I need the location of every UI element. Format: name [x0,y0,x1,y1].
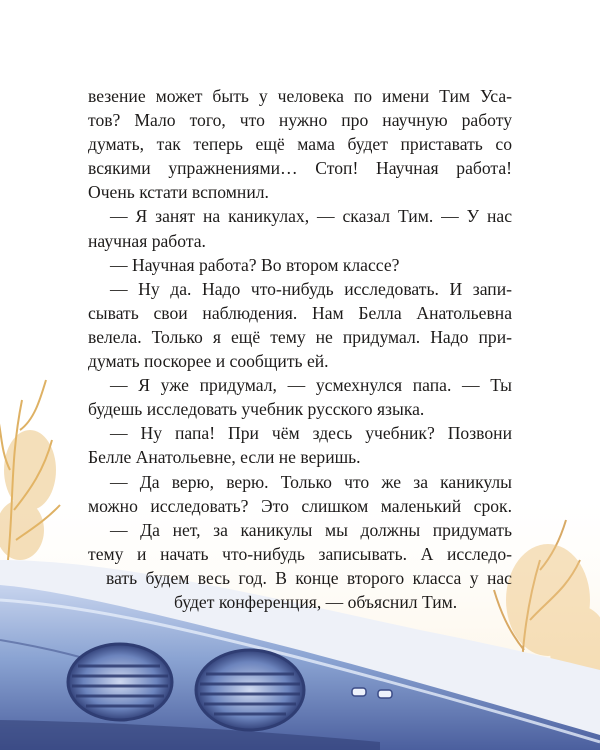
text-line: научная работа. [88,230,206,251]
dialogue-line: — Да верю, верю. Только что же за каникулы [110,471,512,492]
dialogue-line: — Ну да. Надо что-нибудь исследовать. И запи- [110,278,512,299]
text-line: тему и начать что-нибудь записывать. А исследо- [88,543,512,564]
text-line: велела. Только я ещё тему не придумал. Надо при- [88,326,512,347]
text-line: всякими упражнениями… Стоп! Научная работа! [88,158,512,179]
air-vent-left [68,644,172,720]
text-line: будешь исследовать учебник русского языка. [88,399,425,420]
text-line: думать поскорее и сообщить ей. [88,351,329,372]
dialogue-line: — Я занят на каникулах, — сказал Тим. — У нас [110,206,512,227]
text-line: Очень кстати вспомнил. [88,182,269,203]
text-line: везение может быть у человека по имени Тим Уса- [88,86,512,106]
text-line: вать будем весь год. В конце второго класса у нас [106,567,512,588]
text-line: тов? Мало того, что нужно про научную работу [88,110,512,131]
text-line: Белле Анатольевне, если не веришь. [88,447,361,468]
story-text [88,84,512,614]
air-vent-right [196,650,304,730]
text-line: можно исследовать? Это слишком маленький срок. [88,495,512,516]
text-line: сывать свои наблюдения. Нам Белла Анатольевна [88,302,512,323]
dialogue-line: — Научная работа? Во втором классе? [110,254,400,275]
dialogue-line: — Я уже придумал, — усмехнулся папа. — Ты [110,375,512,396]
text-line: будет конференция, — объяснил Тим. [174,591,458,612]
text-line: думать, так теперь ещё мама будет приставать со [88,134,512,155]
dialogue-line: — Да нет, за каникулы мы должны придумать [110,519,512,540]
dialogue-line: — Ну папа! При чём здесь учебник? Позвони [110,423,512,444]
